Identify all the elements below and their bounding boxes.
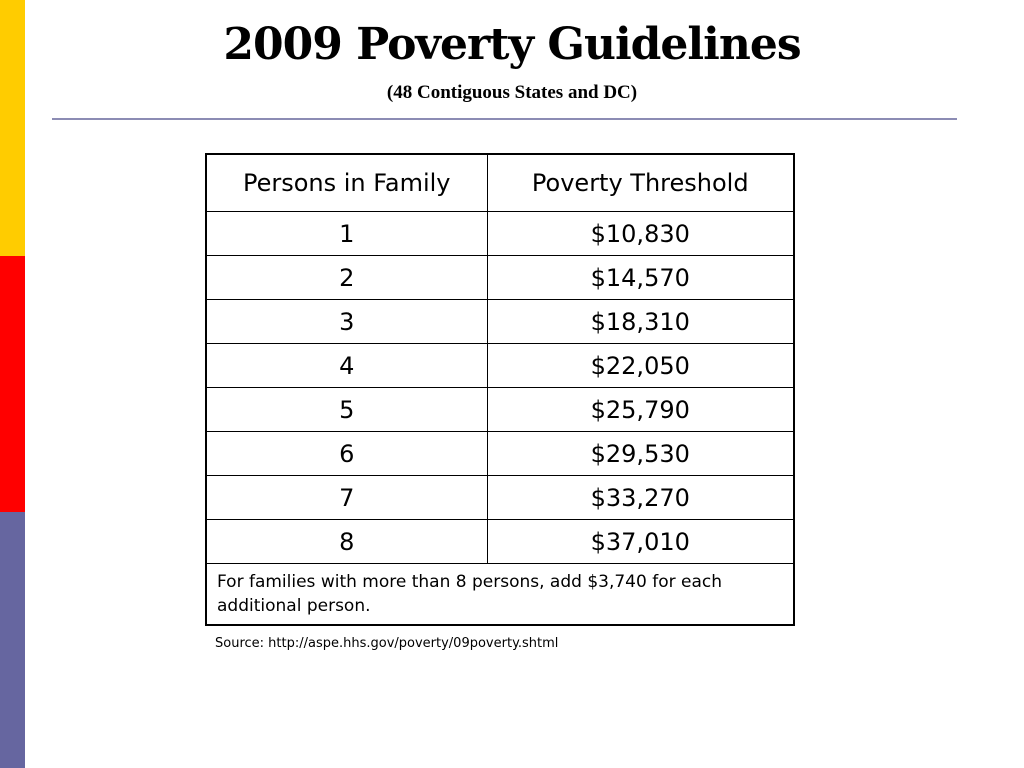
threshold-cell: $22,050: [487, 344, 794, 388]
table-note-row: [206, 564, 794, 626]
slide-title: 2009 Poverty Guidelines: [223, 19, 801, 70]
persons-cell: 2: [206, 256, 487, 300]
persons-cell: 7: [206, 476, 487, 520]
side-bar-purple-segment: [0, 512, 25, 768]
persons-cell: 5: [206, 388, 487, 432]
table-row: [206, 300, 794, 344]
threshold-cell: $18,310: [487, 300, 794, 344]
side-bar-red-segment: [0, 256, 25, 512]
table-row: [206, 212, 794, 256]
poverty-guidelines-table: [205, 153, 795, 626]
threshold-cell: $37,010: [487, 520, 794, 564]
table-row: [206, 476, 794, 520]
table-row: [206, 344, 794, 388]
table-header-row: [206, 154, 794, 212]
threshold-cell: $10,830: [487, 212, 794, 256]
threshold-cell: $14,570: [487, 256, 794, 300]
persons-cell: 6: [206, 432, 487, 476]
header-persons-in-family: Persons in Family: [206, 154, 487, 212]
persons-cell: 3: [206, 300, 487, 344]
table-row: [206, 520, 794, 564]
table-row: [206, 432, 794, 476]
table-row: [206, 256, 794, 300]
source-citation: Source: http://aspe.hhs.gov/poverty/09poverty.shtml: [215, 636, 559, 651]
threshold-cell: $29,530: [487, 432, 794, 476]
header-poverty-threshold: Poverty Threshold: [487, 154, 794, 212]
additional-person-note: For families with more than 8 persons, add $3,740 for each additional person.: [206, 564, 794, 626]
title-divider: [52, 118, 957, 120]
side-accent-bar: [0, 0, 25, 768]
threshold-cell: $25,790: [487, 388, 794, 432]
slide-subtitle: (48 Contiguous States and DC): [386, 82, 638, 103]
persons-cell: 4: [206, 344, 487, 388]
persons-cell: 1: [206, 212, 487, 256]
table-row: [206, 388, 794, 432]
threshold-cell: $33,270: [487, 476, 794, 520]
persons-cell: 8: [206, 520, 487, 564]
